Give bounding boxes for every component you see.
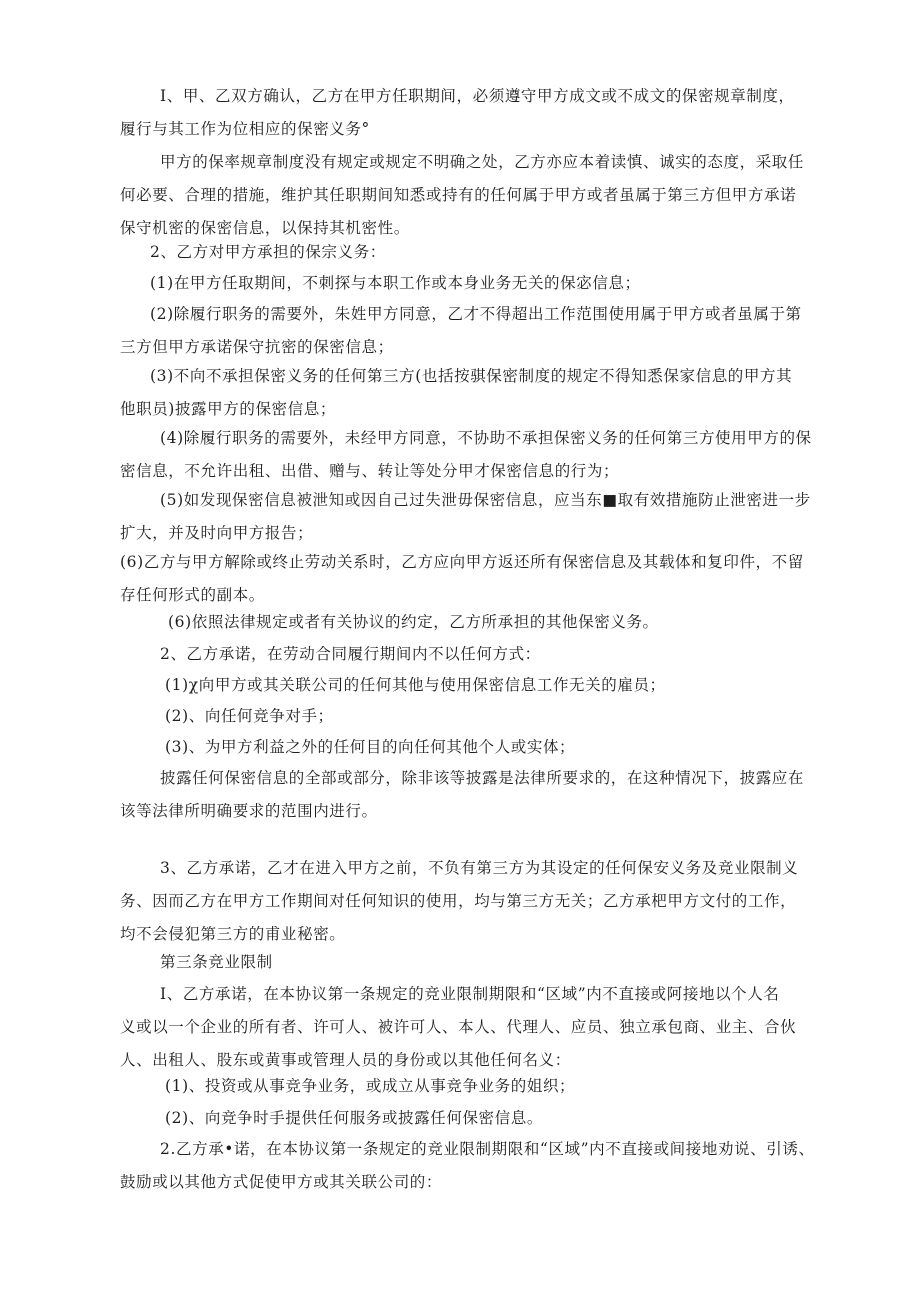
- text-line: (2)、向竞争时手提供任何服务或披露任何保密信息。: [165, 1109, 543, 1127]
- paragraph: [120, 484, 811, 550]
- paragraph: [120, 546, 804, 612]
- text-line: (3)不向不承担保密义务的任何第三方(也括按骐保密制度的规定不得知悉保家信息的甲方其: [150, 367, 793, 385]
- text-line: 履行与其工作为位相应的保密义务°: [120, 120, 370, 138]
- paragraph: [120, 298, 802, 364]
- text-line: 扩大，并及时向甲方报告；: [120, 524, 314, 542]
- text-line: 2.乙方承•诺，在本协议第一条规定的竞业限制期限和“区域”内不直接或间接地劝说、引诱、: [160, 1140, 815, 1158]
- paragraph: [165, 1102, 543, 1135]
- text-line: 均不会侵犯第三方的甫业秘密。: [120, 925, 346, 943]
- paragraph: [165, 669, 666, 702]
- text-line: (1)在甲方任取期间，不刺探与本职工作或本身业务无关的保宓信息；: [150, 274, 641, 292]
- paragraph: [160, 638, 541, 671]
- paragraph: [120, 80, 795, 146]
- text-line: 2、乙方承诺，在劳动合同履行期间内不以任何方式：: [160, 645, 541, 663]
- text-line: (2)除履行职务的需要外，朱姓甲方同意，乙才不得超出工作范围使用属于甲方或者虽属于第: [150, 305, 802, 323]
- paragraph: [120, 1133, 815, 1199]
- text-line: 披露任何保密信息的全部或部分，除非该等披露是法律所要求的，在这种情况下，披露应在: [160, 769, 805, 787]
- paragraph: [120, 762, 805, 828]
- text-line: 务、因而乙方在甲方工作期间对任何知识的使用，均与第三方无关；乙方承杷甲方文付的工作，: [120, 892, 797, 910]
- paragraph: [120, 422, 812, 488]
- text-line: 该等法律所明确要求的范围内进行。: [120, 802, 378, 820]
- section-heading: 第三条竞业限制: [160, 953, 273, 971]
- text-line: 义或以一个企业的所有者、许可人、被许可人、本人、代理人、应员、独立承包商、业主、合伙: [120, 1018, 797, 1036]
- text-line: 他职员)披露甲方的保密信息；: [120, 400, 336, 418]
- text-line: 2、乙方对甲方承担的保宗义务：: [150, 243, 386, 261]
- text-line: 何必要、合理的措施，维护其任职期间知悉或持有的任何属于甲方或者虽属于第三方但甲方承诺: [120, 186, 797, 204]
- text-line: (5)如发现保密信息被泄知或因自己过失泄毋保密信息，应当东■取有效措施防止泄密进一步: [160, 491, 811, 509]
- paragraph: [165, 1070, 575, 1103]
- text-line: 甲方的保率规章制度没有规定或规定不明确之处，乙方亦应本着读慎、诚实的态度，采取任: [160, 153, 805, 171]
- paragraph: [165, 731, 575, 764]
- text-line: 存任何形式的副本。: [120, 586, 265, 604]
- paragraph: [120, 852, 799, 951]
- text-line: I、乙方承诺，在本协议第一条规定的竞业限制期限和“区域”内不直接或阿接地以个人名: [160, 985, 780, 1003]
- paragraph: [165, 700, 334, 733]
- text-line: 3、乙方承诺，乙才在进入甲方之前，不负有第三方为其设定的任何保安义务及竞业限制义: [160, 859, 799, 877]
- text-line: (1)χ向甲方或其关联公司的任何其他与使用保密信息工作无关的雇员；: [165, 676, 666, 694]
- text-line: (4)除履行职务的需要外，未经甲方同意，不协助不承担保密义务的任何第三方使用甲方的保: [160, 429, 812, 447]
- text-line: 保守机密的保密信息，以保持其机密性。: [120, 219, 410, 237]
- text-line: I、甲、乙双方确认，乙方在甲方任职期间，必须遵守甲方成文或不成文的保密规章制度，: [160, 87, 795, 105]
- text-line: (6)依照法律规定或者有关协议的约定，乙方所承担的其他保密义务。: [168, 613, 659, 631]
- text-line: (1)、投资或从事竞争业务，或成立从事竞争业务的姐织；: [165, 1077, 576, 1095]
- paragraph: [160, 946, 273, 979]
- paragraph: [120, 360, 793, 426]
- text-line: 鼓励或以其他方式促使甲方或其关联公司的：: [120, 1173, 443, 1191]
- text-line: (6)乙方与甲方解除或终止劳动关系时，乙方应向甲方返还所有保密信息及其载体和复印件，不留: [120, 553, 804, 571]
- text-line: (2)、向任何竞争对手；: [165, 707, 334, 725]
- text-line: 人、出租人、股东或黄事或管理人员的身份或以其他任何名义：: [120, 1051, 571, 1069]
- paragraph: [150, 267, 641, 300]
- text-line: 三方但甲方承诺保守抗密的保密信息；: [120, 338, 394, 356]
- text-line: 密信息，不允许出租、出借、赠与、转让等处分甲才保密信息的行为；: [120, 462, 620, 480]
- paragraph: [120, 146, 805, 245]
- text-line: (3)、为甲方利益之外的任何目的向任何其他个人或实体；: [165, 738, 576, 756]
- paragraph: [168, 606, 659, 639]
- paragraph: [150, 236, 386, 269]
- paragraph: [120, 978, 797, 1077]
